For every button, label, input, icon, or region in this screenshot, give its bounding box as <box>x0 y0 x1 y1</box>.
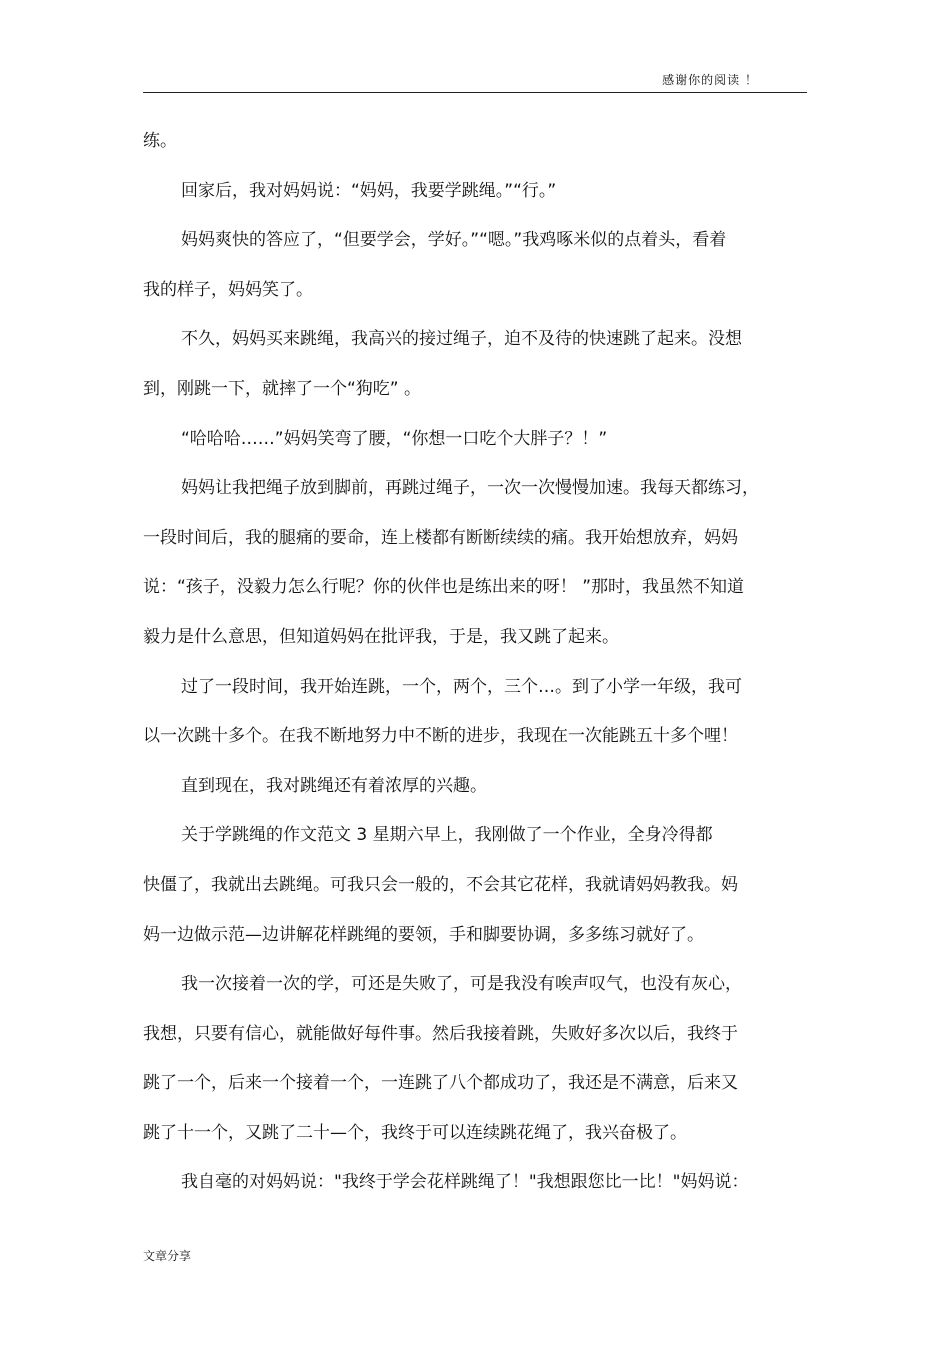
text-line: “哈哈哈……”妈妈笑弯了腰，“你想一口吃个大胖子？！” <box>181 428 608 449</box>
text-line: 我一次接着一次的学，可还是失败了，可是我没有唉声叹气，也没有灰心， <box>181 974 742 995</box>
header-divider <box>143 92 807 93</box>
text-line: 跳了一个，后来一个接着一个，一连跳了八个都成功了，我还是不满意，后来又 <box>143 1073 738 1094</box>
text-line: 直到现在，我对跳绳还有着浓厚的兴趣。 <box>181 775 487 796</box>
text-line: 一段时间后，我的腿痛的要命，连上楼都有断断续续的痛。我开始想放弃，妈妈 <box>143 527 738 548</box>
text-line: 妈妈让我把绳子放到脚前，再跳过绳子，一次一次慢慢加速。我每天都练习， <box>181 478 759 499</box>
text-line: 关于学跳绳的作文范文 3 星期六早上，我刚做了一个作业，全身冷得都 <box>181 825 713 846</box>
text-line: 快僵了，我就出去跳绳。可我只会一般的，不会其它花样，我就请妈妈教我。妈 <box>143 874 738 895</box>
article-body <box>143 126 807 1217</box>
text-line: 妈妈爽快的答应了，“但要学会，学好。”“嗯。”我鸡啄米似的点着头，看着 <box>181 230 727 251</box>
text-line: 过了一段时间，我开始连跳，一个，两个，三个…。到了小学一年级，我可 <box>181 676 742 697</box>
text-line: 我的样子，妈妈笑了。 <box>143 279 313 300</box>
text-line: 跳了十一个，又跳了二十—个，我终于可以连续跳花绳了，我兴奋极了。 <box>143 1122 687 1143</box>
text-line: 说：“孩子，没毅力怎么行呢？你的伙伴也是练出来的呀！ ”那时，我虽然不知道 <box>143 577 745 598</box>
header-title: 感谢你的阅读 ！ <box>662 73 758 87</box>
footer-label: 文章分享 <box>143 1249 192 1263</box>
text-line: 我想，只要有信心，就能做好每件事。然后我接着跳，失败好多次以后，我终于 <box>143 1023 738 1044</box>
text-line: 毅力是什么意思，但知道妈妈在批评我，于是，我又跳了起来。 <box>143 626 619 647</box>
text-line: 我自毫的对妈妈说："我终于学会花样跳绳了！"我想跟您比一比！"妈妈说： <box>181 1172 749 1193</box>
text-line: 练。 <box>143 131 177 151</box>
text-line: 以一次跳十多个。在我不断地努力中不断的进步，我现在一次能跳五十多个哩！ <box>143 726 738 747</box>
text-line: 妈一边做示范—边讲解花样跳绳的要领，手和脚要协调，多多练习就好了。 <box>143 924 704 945</box>
text-line: 回家后，我对妈妈说：“妈妈，我要学跳绳。”“行。” <box>181 180 557 201</box>
text-line: 到，刚跳一下，就摔了一个“狗吃” 。 <box>143 378 422 399</box>
text-line: 不久，妈妈买来跳绳，我高兴的接过绳子，迫不及待的快速跳了起来。没想 <box>181 329 742 350</box>
